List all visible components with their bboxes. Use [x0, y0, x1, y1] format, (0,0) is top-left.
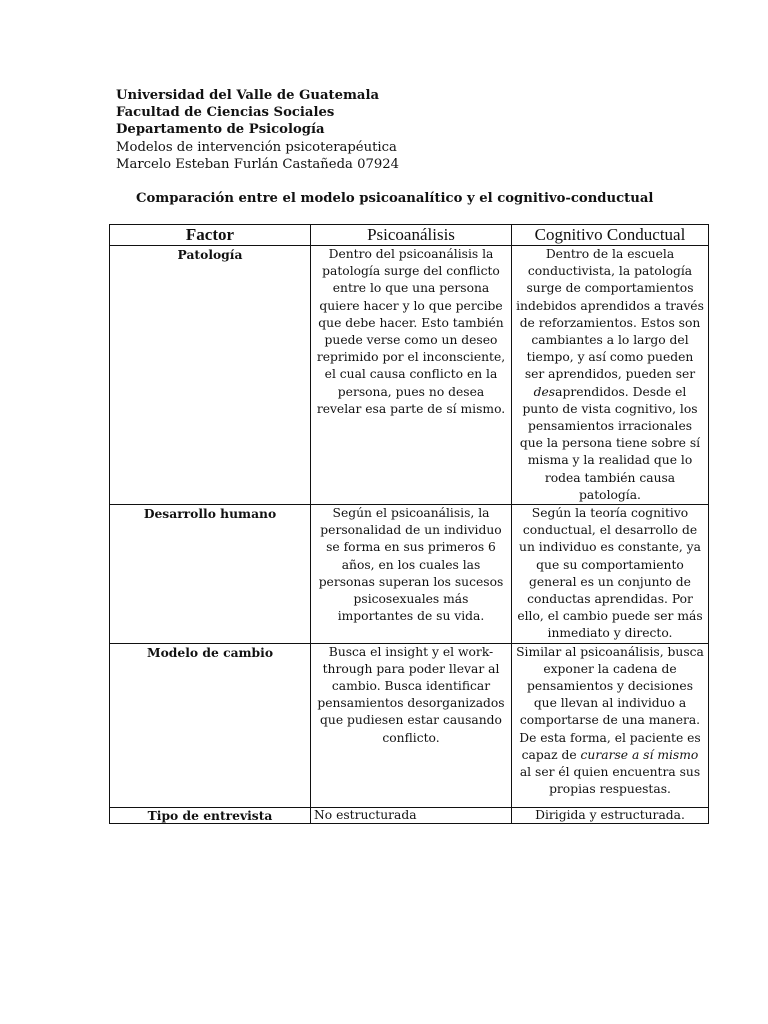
- university-name: Universidad del Valle de Guatemala: [116, 88, 380, 103]
- cell-italic-text: des: [533, 384, 556, 399]
- cell-text: Dentro de la escuela conductivista, la patología surge de comportamientos indebidos aprendidos a través de reforzamientos. Estos son cambiantes a lo largo del tiempo, y así como pueden ser aprendidos, pueden ser: [516, 247, 704, 382]
- table-row: [110, 807, 709, 823]
- cell-psico-entrevista: No estructurada: [311, 807, 512, 823]
- cell-cogn-modelo: [512, 643, 709, 807]
- column-header-cognitivo: Cognitivo Conductual: [512, 225, 709, 246]
- cell-cogn-patologia: [512, 246, 709, 505]
- document-header: [116, 87, 676, 173]
- faculty-name: Facultad de Ciencias Sociales: [116, 105, 335, 121]
- author-name: Marcelo Esteban Furlán Castañeda 07924: [116, 156, 400, 172]
- table-row: [110, 643, 709, 807]
- table-row: [110, 505, 709, 644]
- course-name: Modelos de intervención psicoterapéutica: [116, 139, 397, 155]
- column-header-factor: Factor: [110, 225, 311, 246]
- row-factor-modelo: Modelo de cambio: [110, 643, 311, 807]
- row-factor-desarrollo: Desarrollo humano: [110, 505, 311, 644]
- cell-psico-modelo: Busca el insight y el work-through para poder llevar al cambio. Busca identificar pensamientos desorganizados que pudiesen estar causando conflicto.: [311, 643, 512, 807]
- cell-text: aprendidos. Desde el punto de vista cognitivo, los pensamientos irracionales que la persona tiene sobre sí misma y la realidad que lo rodea también causa patología.: [519, 384, 701, 502]
- row-factor-patologia: Patología: [110, 246, 311, 505]
- column-header-psicoanalisis: Psicoanálisis: [311, 225, 512, 246]
- table-row: [110, 246, 709, 505]
- cell-text: al ser él quien encuentra sus propias respuestas.: [519, 765, 701, 797]
- cell-psico-patologia: Dentro del psicoanálisis la patología surge del conflicto entre lo que una persona quiere hacer y lo que percibe que debe hacer. Esto también puede verse como un deseo reprimido por el inconsciente, el cual causa conflicto en la persona, pues no desea revelar esa parte de sí mismo.: [311, 246, 512, 505]
- cell-italic-text: curarse a sí mismo: [580, 747, 699, 762]
- cell-cogn-desarrollo: Según la teoría cognitivo conductual, el desarrollo de un individuo es constante, ya que su comportamiento general es un conjunto de conductas aprendidas. Por ello, el cambio puede ser más inmediato y directo.: [512, 505, 709, 644]
- cell-psico-desarrollo: Según el psicoanálisis, la personalidad de un individuo se forma en sus primeros 6 años, en los cuales las personas superan los sucesos psicosexuales más importantes de su vida.: [311, 505, 512, 644]
- cell-text: Similar al psicoanálisis, busca exponer la cadena de pensamientos y decisiones que llevan al individuo a comportarse de una manera. De esta forma, el paciente es capaz de: [516, 644, 704, 762]
- department-name: Departamento de Psicología: [116, 122, 325, 138]
- document-title: Comparación entre el modelo psicoanalítico y el cognitivo-conductual: [136, 191, 654, 206]
- table-header-row: [110, 225, 709, 246]
- row-factor-entrevista: Tipo de entrevista: [110, 807, 311, 823]
- comparison-table: [109, 224, 709, 824]
- cell-cogn-entrevista: Dirigida y estructurada.: [512, 807, 709, 823]
